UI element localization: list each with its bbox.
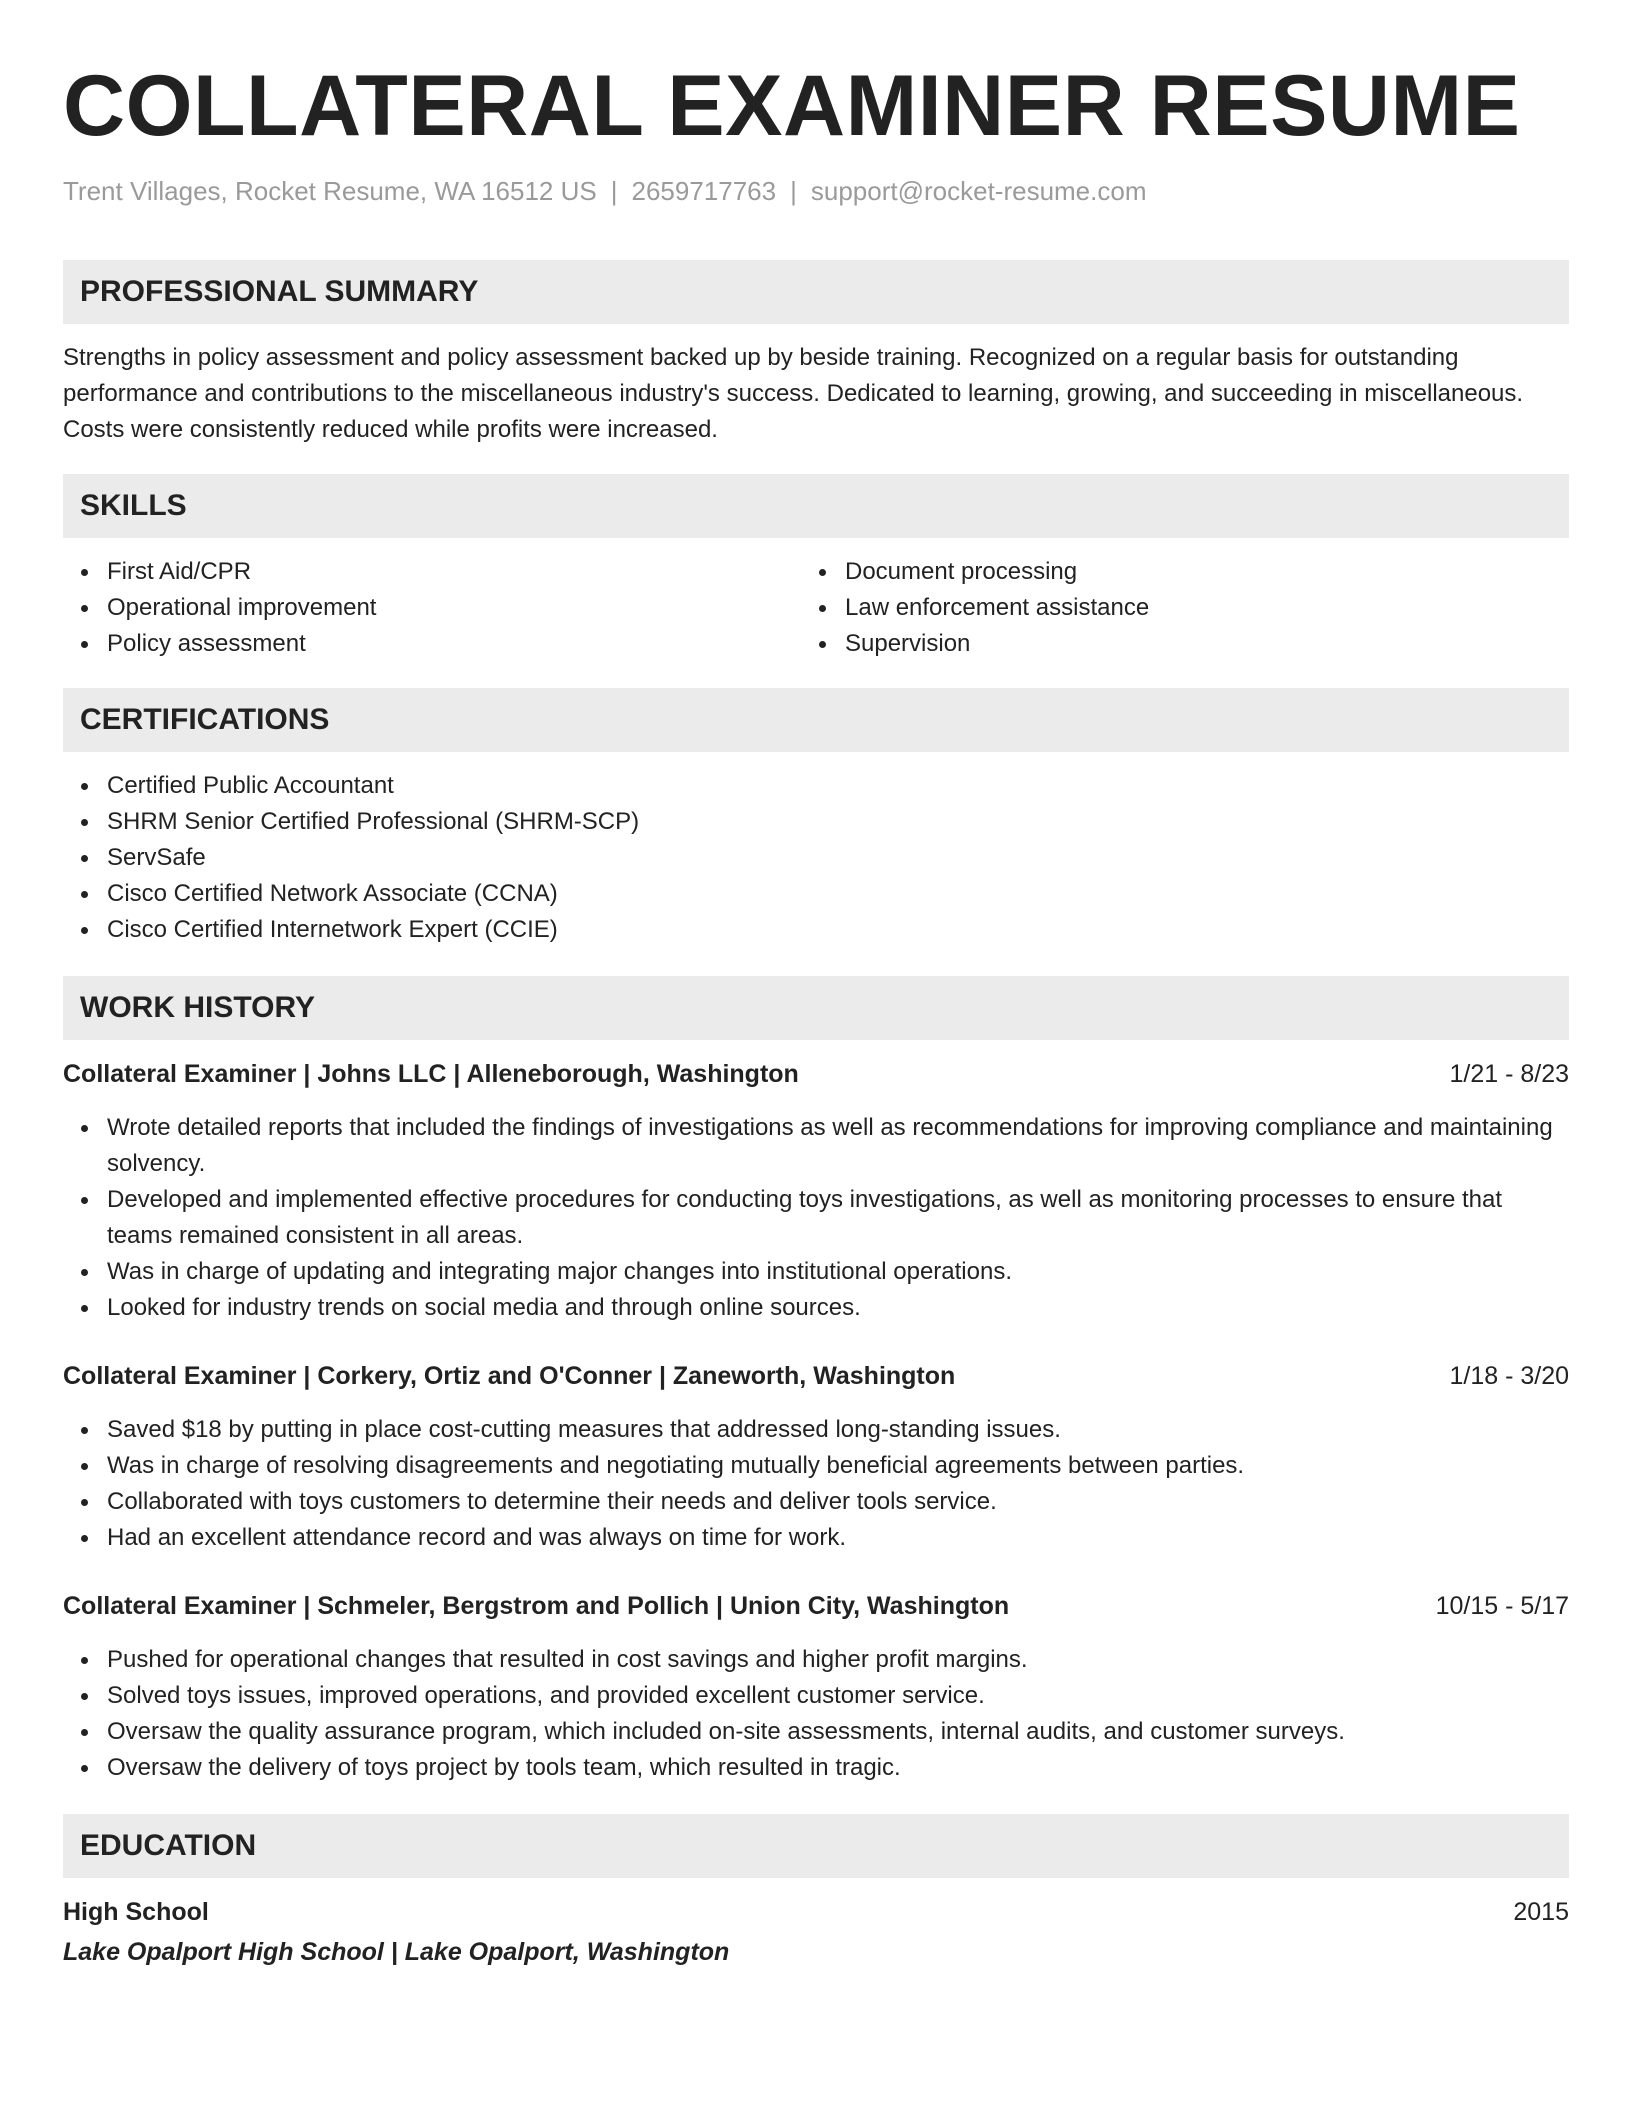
job-header	[63, 1056, 1569, 1092]
job-bullet: Wrote detailed reports that included the findings of investigations as well as recommendations for improving compliance and maintaining solvency.	[63, 1110, 1569, 1182]
education-entry	[63, 1894, 1569, 1970]
contact-email[interactable]: support@rocket-resume.com	[810, 176, 1147, 206]
contact-line	[63, 174, 1569, 208]
job-bullet: Had an excellent attendance record and was always on time for work.	[63, 1520, 1569, 1556]
section-header-work-history: WORK HISTORY	[63, 976, 1569, 1040]
job-entry	[63, 1588, 1569, 1786]
certification-item: SHRM Senior Certified Professional (SHRM-SCP)	[63, 804, 1569, 840]
skill-item: Law enforcement assistance	[801, 590, 1539, 626]
education-header	[63, 1894, 1569, 1930]
job-bullet: Collaborated with toys customers to determine their needs and deliver tools service.	[63, 1484, 1569, 1520]
job-bullet: Saved $18 by putting in place cost-cutting measures that addressed long-standing issues.	[63, 1412, 1569, 1448]
certification-item: Cisco Certified Internetwork Expert (CCIE)	[63, 912, 1569, 948]
job-entry	[63, 1358, 1569, 1556]
job-dates: 1/21 - 8/23	[1449, 1060, 1569, 1088]
skill-item: Supervision	[801, 626, 1539, 662]
skill-item: Operational improvement	[63, 590, 801, 626]
summary-text: Strengths in policy assessment and policy assessment backed up by beside training. Recognized on a regular basis for outstanding performance and contributions to the miscellaneous industry's success. Dedicated to learning, growing, and succeeding in miscellaneous. Costs were consistently reduced while profits were increased.	[63, 344, 1524, 443]
job-bullet: Solved toys issues, improved operations, and provided excellent customer service.	[63, 1678, 1569, 1714]
job-bullet: Pushed for operational changes that resulted in cost savings and higher profit margins.	[63, 1642, 1569, 1678]
certification-item: Certified Public Accountant	[63, 768, 1569, 804]
job-bullet: Developed and implemented effective procedures for conducting toys investigations, as well as monitoring processes to ensure that teams remained consistent in all areas.	[63, 1182, 1569, 1254]
resume-title: COLLATERAL EXAMINER RESUME	[63, 58, 1521, 154]
contact-phone: 2659717763	[631, 176, 777, 206]
job-heading: Collateral Examiner | Johns LLC | Alleneborough, Washington	[63, 1060, 799, 1088]
section-header-education: EDUCATION	[63, 1814, 1569, 1878]
job-bullets	[63, 1110, 1569, 1326]
certification-item: ServSafe	[63, 840, 1569, 876]
job-header	[63, 1358, 1569, 1394]
job-entry	[63, 1056, 1569, 1326]
certifications-list	[63, 768, 1569, 948]
job-bullet: Oversaw the quality assurance program, which included on-site assessments, internal audits, and customer surveys.	[63, 1714, 1569, 1750]
job-header	[63, 1588, 1569, 1624]
job-bullets	[63, 1412, 1569, 1556]
job-dates: 10/15 - 5/17	[1435, 1592, 1569, 1620]
education-degree: High School	[63, 1898, 209, 1926]
contact-separator: |	[790, 176, 797, 206]
contact-address: Trent Villages, Rocket Resume, WA 16512 US	[63, 176, 597, 206]
section-header-certifications: CERTIFICATIONS	[63, 688, 1569, 752]
contact-separator: |	[610, 176, 618, 206]
education-school: Lake Opalport High School | Lake Opalport, Washington	[63, 1938, 730, 1966]
job-bullet: Looked for industry trends on social media and through online sources.	[63, 1290, 1569, 1326]
job-bullet: Oversaw the delivery of toys project by tools team, which resulted in tragic.	[63, 1750, 1569, 1786]
skills-list	[63, 554, 1569, 662]
certification-item: Cisco Certified Network Associate (CCNA)	[63, 876, 1569, 912]
job-heading: Collateral Examiner | Corkery, Ortiz and O'Conner | Zaneworth, Washington	[63, 1362, 956, 1390]
section-header-skills: SKILLS	[63, 474, 1569, 538]
skill-item: Policy assessment	[63, 626, 801, 662]
job-bullet: Was in charge of resolving disagreements and negotiating mutually beneficial agreements between parties.	[63, 1448, 1569, 1484]
job-bullets	[63, 1642, 1569, 1786]
education-year: 2015	[1513, 1898, 1569, 1926]
job-heading: Collateral Examiner | Schmeler, Bergstrom and Pollich | Union City, Washington	[63, 1592, 1010, 1620]
skill-item: First Aid/CPR	[63, 554, 801, 590]
job-bullet: Was in charge of updating and integrating major changes into institutional operations.	[63, 1254, 1569, 1290]
skill-item: Document processing	[801, 554, 1539, 590]
section-header-summary: PROFESSIONAL SUMMARY	[63, 260, 1569, 324]
job-dates: 1/18 - 3/20	[1449, 1362, 1569, 1390]
skills-column-left	[63, 554, 801, 662]
skills-column-right	[801, 554, 1539, 662]
